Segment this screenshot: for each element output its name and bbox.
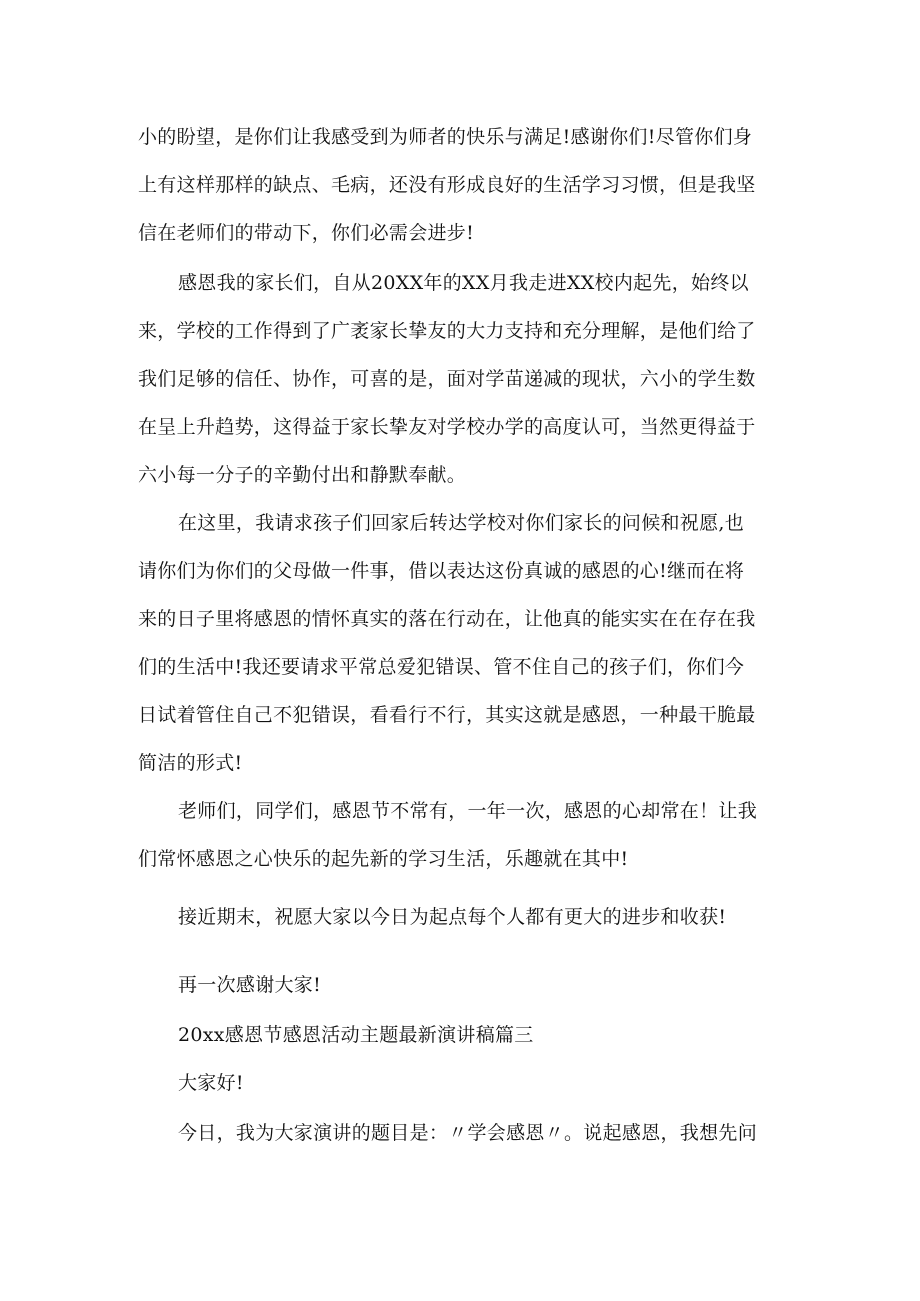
section-heading: 20xx感恩节感恩活动主题最新演讲稿篇三	[178, 1024, 534, 1046]
text-line: 来，学校的工作得到了广袤家长挚友的大力支持和充分理解，是他们给了	[138, 320, 756, 342]
text-line: 日试着管住自己不犯错误，看看行不行，其实这就是感恩，一种最干脆最	[138, 704, 756, 726]
text-line: 请你们为你们的父母做一件事，借以表达这份真诚的感恩的心!继而在将	[138, 560, 745, 582]
paragraph-start: 今日，我为大家演讲的题目是：〃学会感恩〃。说起感恩，我想先问	[178, 1122, 758, 1144]
text-line: 在呈上升趋势，这得益于家长挚友对学校办学的高度认可，当然更得益于	[138, 416, 756, 438]
text-line: 我们足够的信任、协作，可喜的是，面对学苗递减的现状，六小的学生数	[138, 368, 756, 390]
greeting-line: 大家好!	[178, 1072, 244, 1094]
text-line: 上有这样那样的缺点、毛病，还没有形成良好的生活学习习惯，但是我坚	[138, 174, 756, 196]
text-line: 小的盼望，是你们让我感受到为师者的快乐与满足!感谢你们!尽管你们身	[138, 126, 753, 148]
paragraph-start: 接近期末，祝愿大家以今日为起点每个人都有更大的进步和收获!	[178, 906, 727, 928]
paragraph-start: 在这里，我请求孩子们回家后转达学校对你们家长的问候和祝愿,也	[178, 512, 745, 534]
text-line: 信在老师们的带动下，你们必需会进步!	[138, 222, 475, 244]
text-line: 们的生活中!我还要请求平常总爱犯错误、管不住自己的孩子们，你们今	[138, 656, 745, 678]
text-line: 六小每一分子的辛勤付出和静默奉献。	[138, 464, 467, 486]
text-line: 来的日子里将感恩的情怀真实的落在行动在，让他真的能实实在在存在我	[138, 608, 756, 630]
paragraph-start: 再一次感谢大家!	[178, 974, 322, 996]
paragraph-start: 老师们，同学们，感恩节不常有，一年一次，感恩的心却常在！让我	[178, 800, 758, 822]
text-line: 简洁的形式!	[138, 752, 243, 774]
paragraph-start: 感恩我的家长们，自从20XX年的XX月我走进XX校内起先，始终以	[178, 272, 749, 294]
text-line: 们常怀感恩之心快乐的起先新的学习生活，乐趣就在其中!	[138, 848, 629, 870]
